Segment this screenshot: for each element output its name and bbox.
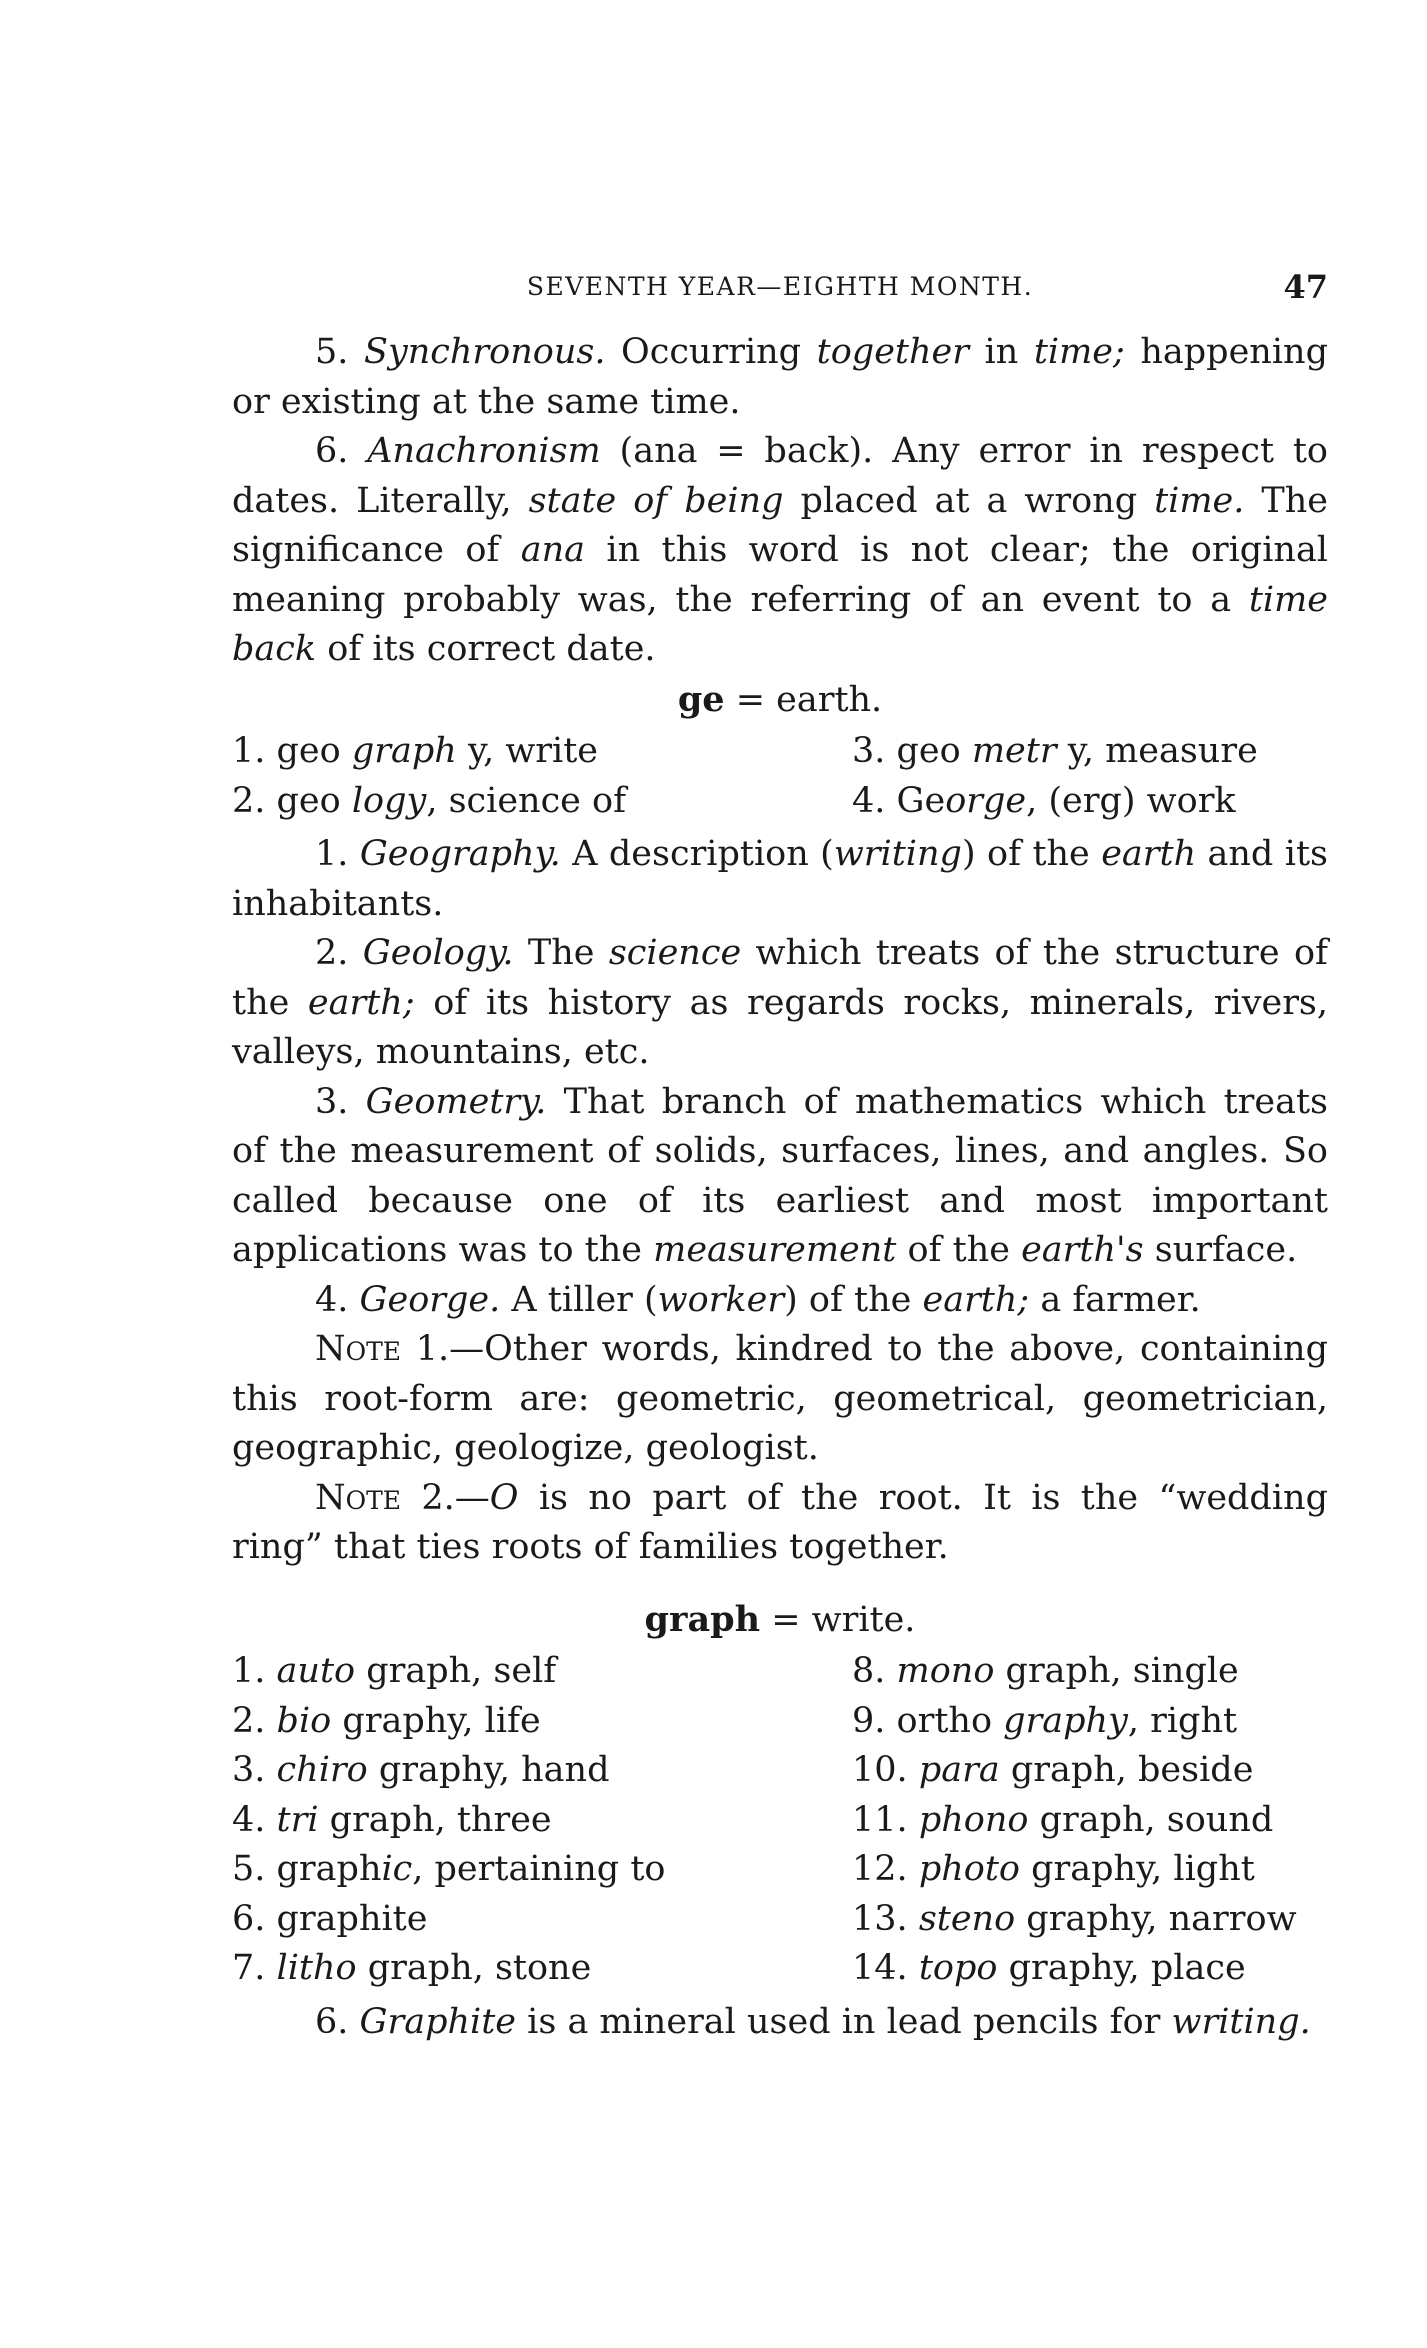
list-item: 2. bio graphy, life <box>232 1700 541 1741</box>
list-item: 14. topo graphy, place <box>852 1948 1246 1988</box>
paragraph-geography: 1. Geography. A description (writing) of the earth and its inhabitants. <box>232 834 1328 924</box>
list-item: 3. chiro graphy, hand <box>232 1750 610 1790</box>
paragraph-graphite: 6. Graphite is a mineral used in lead pencils for writing. <box>315 2001 1311 2042</box>
list-item: 1. auto graph, self <box>232 1651 557 1691</box>
list-item: 10. para graph, beside <box>852 1750 1254 1790</box>
list-item: 8. mono graph, single <box>852 1651 1239 1691</box>
list-item: 1. geo graph y, write <box>232 731 598 771</box>
paragraph-george: 4. George. A tiller (worker) of the earth; a farmer. <box>315 1279 1201 1320</box>
term-geometry: Geometry. <box>365 1081 547 1122</box>
note-label: Note 1. <box>315 1329 450 1369</box>
graph-word-list <box>232 1647 1328 1994</box>
note-1: Note 1.—Other words, kindred to the above, containing this root-form are: geometric, geometrical, geometrician, geographic, geologize, geologist. <box>232 1329 1328 1468</box>
term-geology: Geology. <box>362 933 514 973</box>
list-item: 7. litho graph, stone <box>232 1948 592 1988</box>
list-item: 13. steno graphy, narrow <box>852 1898 1297 1939</box>
term-anachronism: Anachronism <box>367 431 601 471</box>
section-title-graph: graph = write. <box>644 1598 916 1640</box>
list-item: 9. ortho graphy, right <box>852 1700 1238 1741</box>
list-item: 3. geo metr y, measure <box>852 731 1258 771</box>
list-item: 11. phono graph, sound <box>852 1799 1274 1840</box>
paragraph-anachronism: 6. Anachronism (ana = back). Any error in respect to dates. Literally, state of being placed at a wrong time. The significance of ana in this word is not clear; the original meaning probably was, the referring of an event to a time back of its correct date. <box>232 431 1328 669</box>
list-item: 4. George, (erg) work <box>852 780 1236 821</box>
note-2: Note 2.—O is no part of the root. It is the “wedding ring” that ties roots of families together. <box>232 1477 1328 1567</box>
term-geography: Geography. <box>359 834 561 874</box>
list-item: 12. photo graphy, light <box>852 1849 1255 1889</box>
paragraph-synchronous: 5. Synchronous. Occurring together in time; happening or existing at the same time. <box>232 332 1328 422</box>
section-title-ge: ge = earth. <box>677 678 883 720</box>
page-number: 47 <box>1283 268 1328 306</box>
paragraph-geometry: 3. Geometry. That branch of mathematics which treats of the measurement of solids, surfaces, lines, and angles. So called because one of its earliest and most important applications was to the measurement of the earth's surface. <box>232 1081 1328 1270</box>
term-synchronous: Synchronous. <box>363 332 606 372</box>
running-head: SEVENTH YEAR—EIGHTH MONTH. <box>526 272 1034 301</box>
list-item: 4. tri graph, three <box>232 1799 552 1840</box>
paragraph-geology: 2. Geology. The science which treats of the structure of the earth; of its history as regards rocks, minerals, rivers, valleys, mountains, etc. <box>232 933 1329 1072</box>
ge-word-list <box>232 727 1328 826</box>
list-item: 6. graphite <box>232 1898 428 1939</box>
page-header <box>232 268 1328 312</box>
list-item: 5. graphic, pertaining to <box>232 1849 666 1889</box>
list-item: 2. geo logy, science of <box>232 780 627 821</box>
page-body <box>232 328 1328 2047</box>
note-label: Note 2. <box>315 1477 455 1518</box>
term-graphite: Graphite <box>359 2001 517 2042</box>
term-george: George. <box>359 1279 501 1320</box>
